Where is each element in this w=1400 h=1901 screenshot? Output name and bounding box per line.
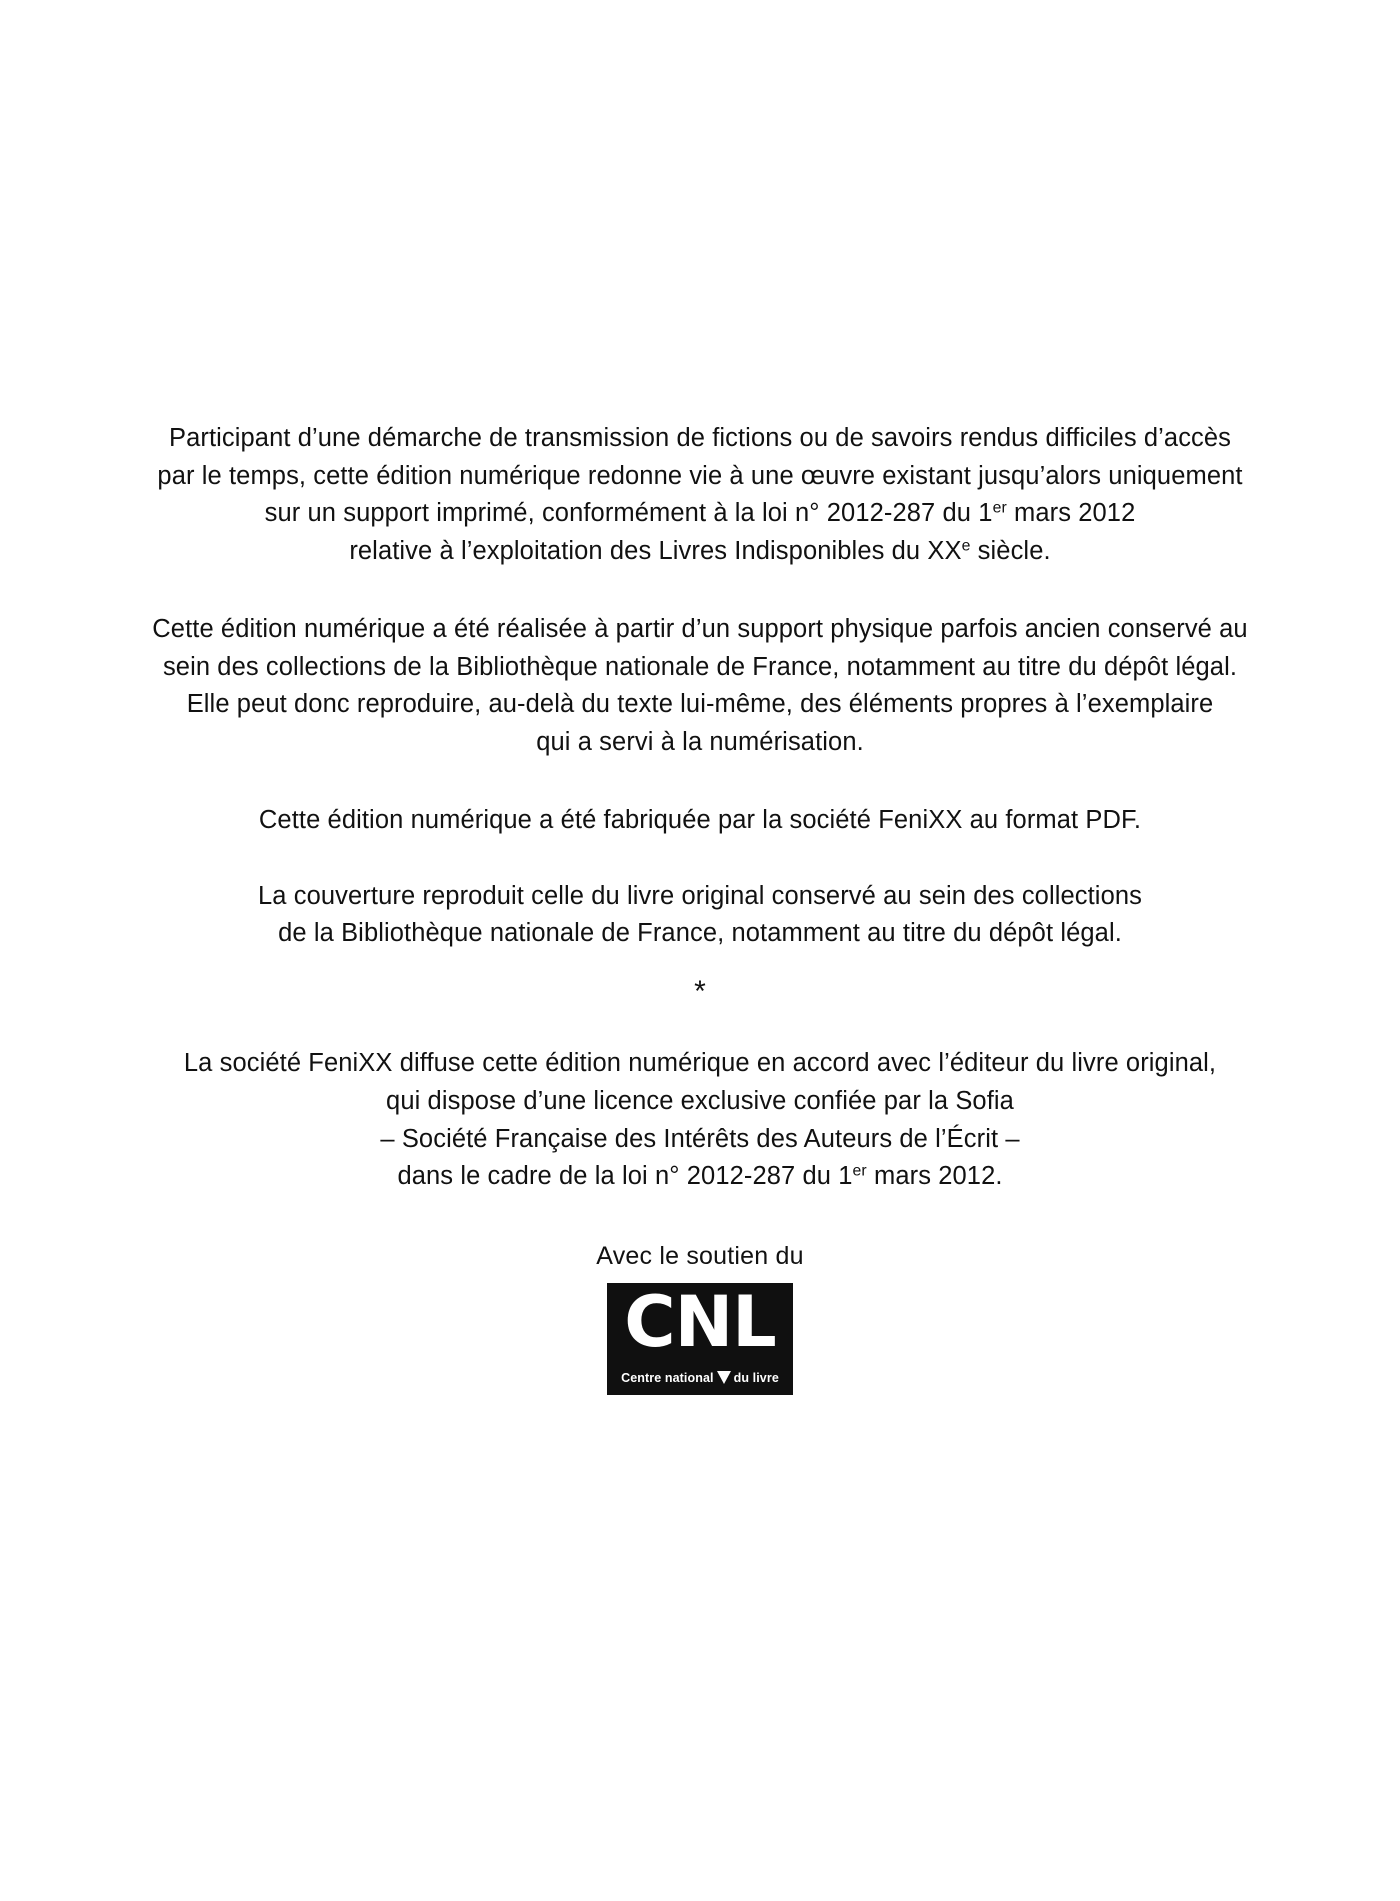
paragraph-fabrication (120, 802, 1280, 840)
paragraph-line: sein des collections de la Bibliothèque nationale de France, notamment au titre du dépôt légal. (162, 652, 1238, 681)
paragraph-source-physique (120, 611, 1280, 762)
paragraph-line: dans le cadre de la loi n° 2012-287 du 1 (397, 1162, 853, 1191)
paragraph-diffusion (120, 1045, 1280, 1196)
paragraph-line: mars 2012 (1006, 499, 1136, 528)
legal-notice-body (120, 420, 1280, 1395)
paragraph-line: Cette édition numérique a été fabriquée par la société FeniXX au format PDF. (258, 805, 1142, 834)
paragraph-line: – Société Française des Intérêts des Auteurs de l’Écrit – (380, 1124, 1020, 1153)
paragraph-transmission (120, 420, 1280, 571)
paragraph-line: sur un support imprimé, conformément à la loi n° 2012-287 du 1 (264, 499, 993, 528)
paragraph-line: Cette édition numérique a été réalisée à partir d’un support physique parfois ancien conservé au (152, 614, 1248, 643)
paragraph-line: Elle peut donc reproduire, au-delà du texte lui-même, des éléments propres à l’exemplaire (186, 690, 1214, 719)
wedge-icon (717, 1371, 731, 1384)
paragraph-line: relative à l’exploitation des Livres Indisponibles du XX (349, 537, 962, 566)
paragraph-line: Participant d’une démarche de transmission de fictions ou de savoirs rendus difficiles d’accès (168, 424, 1232, 452)
paragraph-couverture (120, 878, 1280, 953)
cnl-logo-mark: CNL (624, 1281, 776, 1364)
ordinal-suffix: er (852, 1162, 867, 1180)
paragraph-line: de la Bibliothèque nationale de France, notamment au titre du dépôt légal. (278, 919, 1122, 948)
paragraph-line: La société FeniXX diffuse cette édition numérique en accord avec l’éditeur du livre original, (183, 1049, 1217, 1078)
sponsor-caption: Avec le soutien du (596, 1242, 804, 1271)
cnl-subtitle-right: du livre (733, 1371, 779, 1386)
paragraph-line: mars 2012. (866, 1162, 1003, 1191)
cnl-subtitle-left: Centre national (621, 1371, 714, 1386)
paragraph-line: qui dispose d’une licence exclusive confiée par la Sofia (386, 1086, 1014, 1115)
cnl-logo-icon (607, 1283, 793, 1395)
paragraph-line: qui a servi à la numérisation. (536, 728, 864, 757)
ordinal-suffix: e (961, 537, 971, 555)
cnl-logo-subtitle (607, 1367, 793, 1389)
paragraph-line: par le temps, cette édition numérique redonne vie à une œuvre existant jusqu’alors uniquement (157, 461, 1243, 490)
paragraph-line: siècle. (970, 537, 1051, 566)
section-separator-asterisk: * (694, 975, 706, 1009)
ordinal-suffix: er (992, 499, 1007, 517)
paragraph-line: La couverture reproduit celle du livre original conservé au sein des collections (258, 881, 1142, 910)
sponsor-logo-block (120, 1242, 1280, 1395)
